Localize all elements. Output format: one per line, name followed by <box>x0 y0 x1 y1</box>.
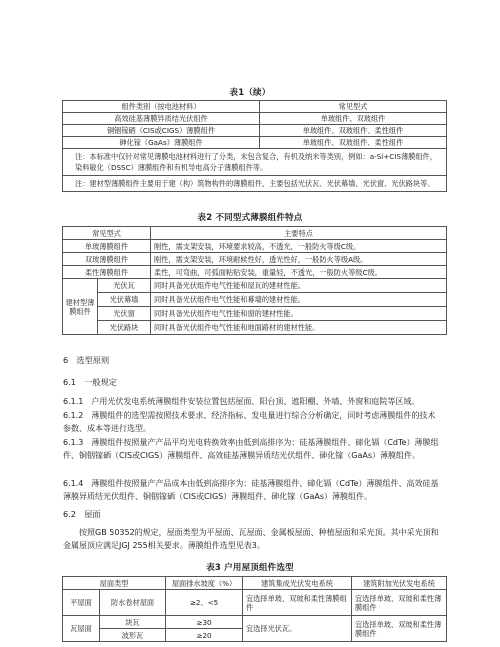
table3-header-bapv: 建筑附加光伏发电系统 <box>352 577 447 590</box>
table2-cell: 同时具备光伏组件电气性能和屋瓦的建材性能。 <box>151 279 447 293</box>
table3-header-roof-type: 屋面类型 <box>63 577 166 590</box>
table1-cell: 单玻组件、双玻组件、柔性组件 <box>260 125 447 137</box>
table1-note-2: 注：建材型薄膜组件主要用于建（构）筑物构件的薄膜组件，主要包括光伏瓦、光伏幕墙、光伏窗、光伏路块等。 <box>63 176 447 192</box>
table3-cell: 宜选择单玻、双玻和柔性薄膜组件 <box>352 616 447 642</box>
table2-cell: 刚性，需支架安装，环境耐候性好，透光性好，一般防火等级A级。 <box>151 253 447 266</box>
table3-cell: 宜选择单玻、双玻和柔性薄膜组件 <box>352 590 447 616</box>
table3-title: 表3 户用屋顶组件选型 <box>206 563 294 573</box>
table1-cell: 单玻组件、双玻组件 <box>260 113 447 125</box>
table1 <box>62 100 447 192</box>
table2-header-form: 常见型式 <box>63 227 151 240</box>
table1-title: 表1（续） <box>229 88 271 98</box>
section-6-heading: 6 选型原则 <box>63 355 110 365</box>
table2 <box>62 226 447 335</box>
paragraph-6-1-3: 6.1.3 薄膜组件按照量产产品平均光电转换效率由低到高排序为：硅基薄膜组件、碲化镉（CdTe）薄膜组件、铜铟镓硒（CIS或CIGS）薄膜组件、高效硅基薄膜异质结光伏组件、砷化镓（GaAs）薄膜组件。 <box>63 438 439 460</box>
table2-cell: 同时具备光伏组件电气性能和幕墙的建材性能。 <box>151 293 447 307</box>
table2-cell: 单玻薄膜组件 <box>63 240 151 253</box>
table2-group-label: 建材型薄膜组件 <box>63 279 98 335</box>
table1-cell: 铜铟镓硒（CIS或CIGS）薄膜组件 <box>63 125 260 137</box>
table3-header-slope: 屋面排水坡度（%） <box>166 577 243 590</box>
table1-note-1: 注：本标准中仅针对常见薄膜电池材料进行了分类，未包含复合，有机及纳米等类别，例如：a-Si+CIS薄膜组件，染料敏化（DSSC）薄膜组件和有机导电高分子薄膜组件等。 <box>63 149 447 176</box>
table2-title: 表2 不同型式薄膜组件特点 <box>197 213 303 223</box>
section-6-1-heading: 6.1 一般规定 <box>63 377 117 387</box>
table3-cell: 瓦屋面 <box>63 616 100 642</box>
table2-cell: 同时具备光伏组件电气性能和地面路材的建材性能。 <box>151 321 447 335</box>
paragraph-6-1-4: 6.1.4 薄膜组件按照量产产品成本由低到高排序为：硅基薄膜组件、碲化镉（CdTe）薄膜组件、高效硅基薄膜异质结光伏组件、铜铟镓硒（CIS或CIGS）薄膜组件、砷化镓（GaAs）薄膜组件。 <box>63 479 439 501</box>
table3-cell: ≥20 <box>166 629 243 642</box>
paragraph-6-1-1: 6.1.1 户用光伏发电系统薄膜组件安装位置包括屋面、阳台顶、遮阳棚、外墙、外窗和庭院等区域。 <box>63 397 420 406</box>
table3-cell: 宜选择单玻、双玻和柔性薄膜组件 <box>243 590 352 616</box>
table3-cell: 波形瓦 <box>100 629 166 642</box>
table2-cell: 光伏瓦 <box>98 279 151 293</box>
table1-cell: 砷化镓（GaAs）薄膜组件 <box>63 137 260 149</box>
table3-cell: ≥30 <box>166 616 243 629</box>
table2-cell: 光伏窗 <box>98 307 151 321</box>
table3-cell: 平屋面 <box>63 590 100 616</box>
table3-cell: 块瓦 <box>100 616 166 629</box>
table2-cell: 刚性，需支架安装，环境要求较高，不透光，一般防火等级C级。 <box>151 240 447 253</box>
paragraph-6-1-2: 6.1.2 薄膜组件的选型需按照技术要求、经济指标、发电量进行综合分析确定，同时考虑薄膜组件的技术参数、成本等进行选型。 <box>63 411 436 433</box>
table2-cell: 同时具备光伏组件电气性能和窗的建材性能。 <box>151 307 447 321</box>
table3-cell: 宜选择光伏瓦。 <box>243 616 352 642</box>
table2-cell: 光伏路块 <box>98 321 151 335</box>
table2-cell: 光伏幕墙 <box>98 293 151 307</box>
table3-header-bipv: 建筑集成光伏发电系统 <box>243 577 352 590</box>
paragraph-6-2: 按照GB 50352的规定，屋面类型为平屋面、瓦屋面、金属板屋面、种植屋面和采光顶。其中采光顶和金属屋顶应满足JGJ 255相关要求。薄膜组件选型见表3。 <box>63 528 439 550</box>
table1-cell: 单玻组件、双玻组件、柔性组件 <box>260 137 447 149</box>
section-6-2-heading: 6.2 屋面 <box>63 509 101 519</box>
table2-cell: 柔性薄膜组件 <box>63 266 151 279</box>
table1-header-form: 常见型式 <box>260 101 447 113</box>
table2-cell: 双玻薄膜组件 <box>63 253 151 266</box>
table1-cell: 高效硅基薄膜异质结光伏组件 <box>63 113 260 125</box>
table2-cell: 柔性，可弯曲，可弧面粘贴安装，重量轻，不透光，一般防火等级C级。 <box>151 266 447 279</box>
table3-cell: 防水卷材屋面 <box>100 590 166 616</box>
table2-header-features: 主要特点 <box>151 227 447 240</box>
table3-cell: ≥2、<5 <box>166 590 243 616</box>
table1-header-type: 组件类别（按电池材料） <box>63 101 260 113</box>
table3 <box>62 576 447 642</box>
